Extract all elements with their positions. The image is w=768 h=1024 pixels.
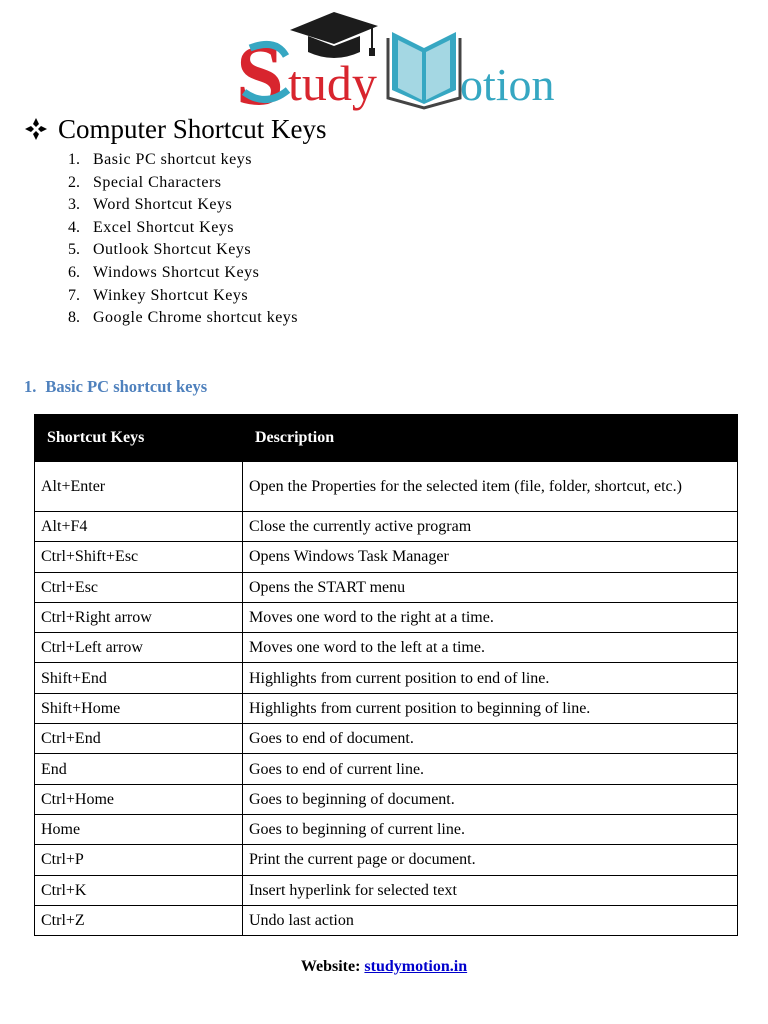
table-row bbox=[35, 814, 738, 844]
description-cell: Undo last action bbox=[243, 905, 738, 935]
shortcut-key-cell: Shift+Home bbox=[35, 693, 243, 723]
description-cell: Print the current page or document. bbox=[243, 845, 738, 875]
shortcut-key-cell: Ctrl+Home bbox=[35, 784, 243, 814]
shortcut-key-cell: Ctrl+Right arrow bbox=[35, 602, 243, 632]
header-description: Description bbox=[243, 415, 738, 462]
section-heading bbox=[24, 377, 207, 397]
shortcut-key-cell: Ctrl+End bbox=[35, 724, 243, 754]
description-cell: Goes to beginning of current line. bbox=[243, 814, 738, 844]
table-row bbox=[35, 663, 738, 693]
description-cell: Open the Properties for the selected item (file, folder, shortcut, etc.) bbox=[243, 462, 738, 512]
shortcut-key-cell: Ctrl+K bbox=[35, 875, 243, 905]
svg-text:otion: otion bbox=[460, 59, 555, 110]
toc-item-number: 1. bbox=[68, 151, 80, 168]
toc-item bbox=[68, 172, 298, 195]
shortcut-key-cell: Ctrl+Shift+Esc bbox=[35, 542, 243, 572]
description-cell: Opens Windows Task Manager bbox=[243, 542, 738, 572]
description-cell: Moves one word to the left at a time. bbox=[243, 633, 738, 663]
svg-text:tudy: tudy bbox=[288, 55, 377, 111]
toc-item-label: Google Chrome shortcut keys bbox=[93, 309, 299, 327]
toc-item-label: Word Shortcut Keys bbox=[93, 196, 233, 214]
toc-item-label: Winkey Shortcut Keys bbox=[93, 286, 249, 304]
description-cell: Moves one word to the right at a time. bbox=[243, 602, 738, 632]
table-row bbox=[35, 875, 738, 905]
page-title-text: Computer Shortcut Keys bbox=[58, 114, 327, 144]
table-row bbox=[35, 572, 738, 602]
table-of-contents bbox=[68, 149, 298, 330]
toc-item-number: 6. bbox=[68, 263, 80, 281]
toc-item bbox=[68, 217, 298, 240]
toc-item-number: 5. bbox=[68, 241, 80, 259]
diamond-bullet-icon bbox=[24, 117, 48, 141]
toc-item-label: Special Characters bbox=[93, 173, 222, 191]
description-cell: Goes to end of current line. bbox=[243, 754, 738, 784]
header-shortcut-keys: Shortcut Keys bbox=[35, 415, 243, 462]
description-cell: Highlights from current position to end of line. bbox=[243, 663, 738, 693]
description-cell: Insert hyperlink for selected text bbox=[243, 875, 738, 905]
shortcut-key-cell: End bbox=[35, 754, 243, 784]
description-cell: Goes to beginning of document. bbox=[243, 784, 738, 814]
svg-text:S: S bbox=[236, 27, 284, 123]
table-row bbox=[35, 754, 738, 784]
shortcut-key-cell: Ctrl+Esc bbox=[35, 572, 243, 602]
toc-item bbox=[68, 285, 298, 308]
description-cell: Highlights from current position to beginning of line. bbox=[243, 693, 738, 723]
toc-item-label: Excel Shortcut Keys bbox=[93, 218, 235, 236]
section-number: 1. bbox=[24, 377, 37, 396]
footer-label: Website: bbox=[300, 958, 361, 975]
shortcut-key-cell: Alt+F4 bbox=[35, 512, 243, 542]
table-row bbox=[35, 905, 738, 935]
toc-item-label: Outlook Shortcut Keys bbox=[93, 241, 252, 259]
table-row bbox=[35, 693, 738, 723]
toc-item bbox=[68, 307, 298, 330]
toc-item-number: 4. bbox=[68, 218, 80, 236]
description-cell: Close the currently active program bbox=[243, 512, 738, 542]
toc-item bbox=[68, 239, 298, 262]
table-row bbox=[35, 784, 738, 814]
studymotion-logo bbox=[236, 8, 555, 123]
toc-item-number: 3. bbox=[68, 196, 80, 214]
page-title bbox=[24, 112, 326, 146]
description-cell: Opens the START menu bbox=[243, 572, 738, 602]
shortcut-key-cell: Ctrl+P bbox=[35, 845, 243, 875]
footer bbox=[0, 958, 768, 976]
table-header-row bbox=[35, 415, 738, 462]
shortcut-key-cell: Alt+Enter bbox=[35, 462, 243, 512]
toc-item-label: Windows Shortcut Keys bbox=[93, 263, 260, 281]
description-cell: Goes to end of document. bbox=[243, 724, 738, 754]
table-row bbox=[35, 542, 738, 572]
table-row bbox=[35, 633, 738, 663]
table-row bbox=[35, 724, 738, 754]
toc-item bbox=[68, 149, 298, 172]
shortcut-key-cell: Ctrl+Left arrow bbox=[35, 633, 243, 663]
shortcut-key-cell: Shift+End bbox=[35, 663, 243, 693]
table-row bbox=[35, 462, 738, 512]
table-row bbox=[35, 512, 738, 542]
shortcut-table bbox=[34, 414, 738, 936]
toc-item bbox=[68, 194, 298, 217]
toc-item-number: 2. bbox=[68, 173, 80, 191]
toc-item-label: Basic PC shortcut keys bbox=[93, 151, 252, 168]
toc-item bbox=[68, 262, 298, 285]
website-link[interactable]: studymotion.in bbox=[364, 958, 468, 975]
shortcut-key-cell: Home bbox=[35, 814, 243, 844]
table-row bbox=[35, 845, 738, 875]
section-title: Basic PC shortcut keys bbox=[45, 377, 208, 396]
table-row bbox=[35, 602, 738, 632]
toc-item-number: 7. bbox=[68, 286, 80, 304]
shortcut-key-cell: Ctrl+Z bbox=[35, 905, 243, 935]
toc-item-number: 8. bbox=[68, 309, 80, 327]
